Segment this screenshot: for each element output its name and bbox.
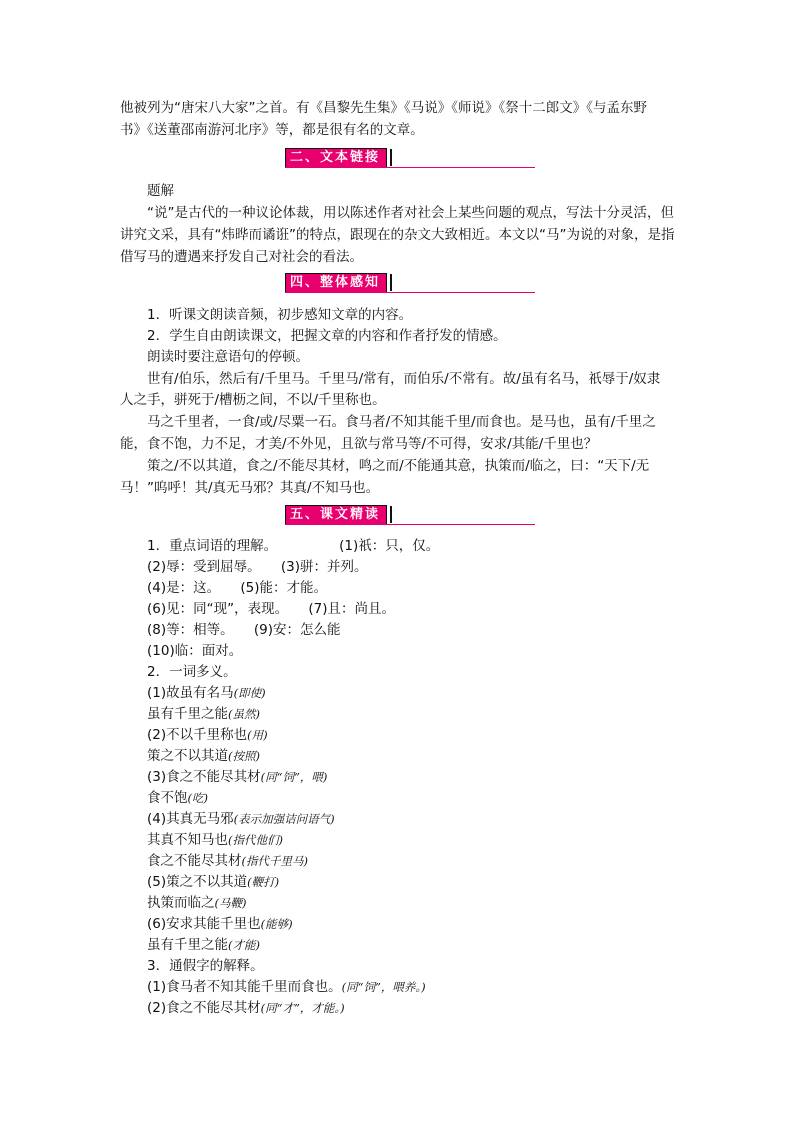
polysemy-heading: 2．一词多义。: [147, 664, 237, 680]
step-2: 2．学生自由朗读课文，把握文章的内容和作者抒发的情感。: [147, 328, 507, 344]
intro-line-1: 他被列为“唐宋八大家”之首。有《昌黎先生集》《马说》《师说》《祭十二郎文》《与孟东野: [120, 100, 647, 116]
reading-para-3-line-1: 策之/不以其道，食之/不能尽其材，鸣之而/不能通其意，执策而/临之，曰：“天下/无: [147, 458, 650, 474]
polysemy-item: (4)其真无马邪(表示加强诘问语气): [147, 811, 335, 827]
vocab-line: (10)临：面对。: [147, 643, 243, 659]
section-heading: 二、文本链接: [285, 148, 387, 168]
reading-para-1-line-1: 世有/伯乐，然后有/千里马。千里马/常有，而伯乐/不常有。故/虽有名马，祇辱于/奴隶: [147, 371, 661, 387]
vocab-line: (4)是：这。 (5)能：才能。: [147, 580, 327, 596]
tongjia-item: (2)食之不能尽其材(同“才”，才能。): [147, 1000, 345, 1016]
polysemy-item: (2)不以千里称也(用): [147, 727, 268, 743]
reading-para-3-line-2: 马！”呜呼！其/真无马邪？其真/不知马也。: [120, 480, 380, 496]
polysemy-item: (5)策之不以其道(鞭打): [147, 874, 280, 890]
vocab-line: (6)见：同“现”，表现。 (7)且：尚且。: [147, 601, 395, 617]
polysemy-item: 其真不知马也(指代他们): [147, 832, 283, 848]
subheading-tijie: 题解: [147, 183, 174, 199]
section-header-2: [285, 148, 535, 168]
polysemy-item: 执策而临之(马鞭): [147, 895, 247, 911]
polysemy-item: 食之不能尽其材(指代千里马): [147, 853, 308, 869]
reading-para-1-line-2: 人之手，骈死于/槽枥之间，不以/千里称也。: [120, 392, 386, 408]
tongjia-item: (1)食马者不知其能千里而食也。(同“饲”，喂养。): [147, 979, 426, 995]
polysemy-item: 虽有千里之能(虽然): [147, 706, 260, 722]
vocab-line: (2)辱：受到屈辱。 (3)骈：并列。: [147, 559, 368, 575]
reading-para-2-line-2: 能，食不饱，力不足，才美/不外见，且欲与常马等/不可得，安求/其能/千里也？: [120, 436, 598, 452]
step-1: 1．听课文朗读音频，初步感知文章的内容。: [147, 307, 413, 323]
header-underline: [285, 167, 535, 168]
vocab-heading-line: [120, 535, 676, 557]
intro-line-2: 书》《送董邵南游河北序》等，都是很有名的文章。: [120, 122, 424, 138]
section-header-5: [285, 505, 535, 525]
tongjia-heading: 3．通假字的解释。: [147, 958, 264, 974]
header-underline: [285, 524, 535, 525]
polysemy-item: (6)安求其能千里也(能够): [147, 916, 293, 932]
pause-note: 朗读时要注意语句的停顿。: [147, 349, 309, 365]
polysemy-item: (3)食之不能尽其材(同“饲”，喂): [147, 769, 328, 785]
tijie-paragraph: “说”是古代的一种议论体裁，用以陈述作者对社会上某些问题的观点，写法十分灵活，但讲究文采，具有“炜晔而谲诳”的特点，跟现在的杂文大致相近。本文以“马”为说的对象，是指借写马的遭遇来抒发自己对社会的看法。: [120, 205, 675, 265]
vocab-line: (8)等：相等。 (9)安：怎么能: [147, 622, 341, 638]
polysemy-item: (1)故虽有名马(即使): [147, 685, 266, 701]
section-heading: 五、课文精读: [285, 505, 387, 525]
header-bar-mark: [390, 274, 392, 291]
vocab-item: (1)祇：只，仅。: [339, 538, 440, 554]
vocab-heading: 1．重点词语的理解。: [147, 538, 278, 554]
section-heading: 四、整体感知: [285, 273, 387, 293]
polysemy-item: 虽有千里之能(才能): [147, 937, 260, 953]
header-bar-mark: [390, 506, 392, 523]
reading-para-2-line-1: 马之千里者，一食/或/尽粟一石。食马者/不知其能千里/而食也。是马也，虽有/千里之: [147, 414, 656, 430]
header-bar-mark: [390, 149, 392, 166]
polysemy-item: 食不饱(吃): [147, 790, 208, 806]
polysemy-item: 策之不以其道(按照): [147, 748, 260, 764]
header-underline: [285, 292, 535, 293]
section-header-4: [285, 273, 535, 293]
